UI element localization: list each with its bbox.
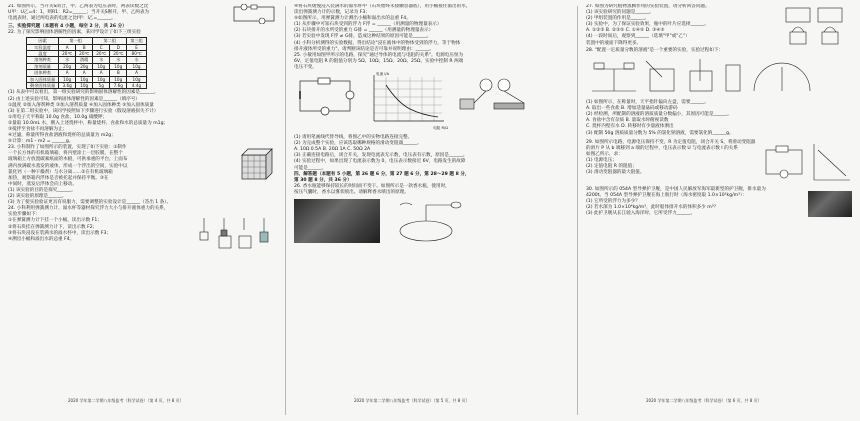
q23-block [8, 145, 276, 188]
q22-options: ①温度 ②加入溶剂种类 ③加入溶剂质量 ④加入固体种类 ⑤加入固体质量 [8, 102, 154, 108]
table-cell: A [59, 44, 76, 50]
q27-part-1: (1) 该实验研究的问题是______。 [586, 10, 654, 16]
table-cell: 因素 [27, 38, 59, 44]
q23-line: 氯化钙（一种干燥剂）与水分离......②在有机玻璃箱 [8, 169, 113, 175]
table-cell: 10g [59, 76, 76, 82]
table-cell: 实验温度 [27, 44, 59, 50]
frigate-photo [808, 191, 852, 217]
q21-line-3: 电流表时，通过两电表的电流之比I甲：I乙=______。 [8, 16, 116, 22]
q30-line: 4200t。当 054A 型导弹护卫舰在海上航行时（海水密度取 1.0×10³kg/m³）： [586, 192, 747, 198]
q27-part-3: (3) 实验中，为了保证实验效果，瓶中的叶片应选择______。 [586, 22, 709, 28]
table-cell: 20℃ [110, 51, 127, 57]
table-cell: 温度 [27, 51, 59, 57]
q25-real-circuit-figure [454, 73, 534, 119]
table-cell: 水 [59, 57, 76, 63]
q30-block [586, 187, 852, 217]
q24-part-2: (2) 石块排开的水所受的重力 G排 = ______（用测量的物理量表示） [294, 28, 434, 34]
q25-intro-2: 6V，定值电阻 R 的阻值分别为 5Ω、10Ω、15Ω、20Ω、25Ω，实验中控制 R 两端 [294, 58, 464, 64]
q29-line: 的滑片 P 从 b 端移到 a 端的过程中，电压表示数 U 与电流表示数 I 的关系 [586, 145, 738, 151]
table-cell: 水 [93, 57, 110, 63]
q23-glass-box-figure [236, 145, 276, 185]
table-cell: B [76, 44, 93, 50]
page-column-3 [586, 4, 852, 407]
q25-circuit-figure [294, 73, 356, 119]
q24-part-3: (3) 若实验中发现 F浮 ≠ G排，造成这种结果的原因可能是______。 [294, 34, 432, 40]
q24-intro: 24. 小科利用弹簧测力计、溢水杯等器材探究浮力大小与排开液体重力的关系， [8, 206, 169, 212]
q26-figures [294, 199, 568, 243]
q23-part-1: (1) 该实验的目的是探究______。 [8, 187, 76, 193]
q29-part-1: (1) 电源电压； [586, 157, 617, 163]
q24-part-4: (4) 小科分析测得的实验数据，得出结论"浸在液体中的物体受到的浮力，等于物体 [294, 40, 461, 46]
table-cell: 第一组 [59, 38, 93, 44]
q24-part-4b: 排开液体所受的重力"。请判断该结论是否可靠并说明理由：______。 [294, 46, 434, 52]
table-cell: 10g [93, 76, 110, 82]
q21-block [8, 4, 276, 24]
q23-line: 玻璃箱上方放置碳素纸面的木板，可供承重的平台，上面布 [8, 157, 128, 163]
q24-step: ①在弹簧测力计下挂一个小桶，读出示数 F1； [8, 218, 102, 224]
q30-part-2: (2) 若水深为 1.0×10⁴kg/m³，此时船体排开水的体积多少 m³？ [586, 204, 719, 210]
q22-table [26, 37, 147, 89]
table-cell: A [127, 70, 147, 76]
q24-intro-2: 实验步骤如下： [8, 212, 41, 218]
table-cell: 4.4g [127, 83, 147, 89]
q27-line: 27. 如图为研究植物蒸腾作用的实验装置，请分析回答问题。 [586, 4, 710, 9]
table-cell: A [93, 70, 110, 76]
table-cell: 固体种类 [27, 70, 59, 76]
q28-part-3: (3) 配制 50g 溶质质量分数为 5% 的氯化钠溶液，需要氯化钠______g。 [586, 130, 734, 136]
q23-line: 一个长方体的有机玻璃箱，将内壁涂上一层胶膜，在整个 [8, 151, 123, 157]
perfume-diagram [386, 199, 466, 243]
q22-step-3: ③搅拌至食盐不再溶解为止； [8, 127, 68, 132]
q22-step-5: ⑤计算：m1 - m2 = ______g。 [8, 139, 74, 145]
q24-block [8, 218, 276, 252]
table-cell: 第三组 [127, 38, 147, 44]
q30-part-1: (1) 它所受的浮力为多少？ [586, 198, 640, 204]
table-cell: 3.6g [59, 83, 76, 89]
q25-graph [362, 73, 448, 133]
q28-part-1: (1) 如图所示，在称量时，天平指针偏向左盘，需要______。 [586, 100, 709, 106]
table-cell: 10g [127, 76, 147, 82]
table-cell: 溶剂质量 [27, 63, 59, 69]
q25-intro-3: 电压不变。 [294, 64, 317, 70]
q30-line: 30. 如图所示的 054A 型导弹护卫舰，是中国人民解放军海军最新型的护卫舰，排水量为 [586, 186, 766, 192]
q25-part-2: (2) 为完成整个实验，应该选取哪种规格的滑动变阻器______。 [294, 141, 422, 147]
table-cell: 水 [110, 57, 127, 63]
table-cell: 10g [76, 83, 93, 89]
q22-part-1: (1) 从表中可以看出，第一组实验研究的影响固体溶解性的因素是______。 [8, 90, 159, 96]
q27-part-2: (2) 甲组装置的作用是______。 [586, 16, 650, 22]
table-row [27, 83, 147, 89]
q29-part-2: (2) 定值电阻 R 的阻值； [586, 164, 637, 170]
q24-line: 读出弹簧测力计的示数，记录为 F3； [294, 10, 370, 16]
perfume-photo [294, 199, 380, 243]
table-cell: A [76, 70, 93, 76]
q23-part-3: (3) 为了使实验验证更具有说服力，需要调整的实验设计是______（答出 1 条）。 [8, 200, 172, 206]
table-cell: 20g [76, 63, 93, 69]
q25-options: A. 10Ω 0.5A B. 20Ω 1A C. 50Ω 2A [294, 147, 371, 153]
table-cell: 20℃ [59, 51, 76, 57]
table-cell: 加入固体质量 [27, 76, 59, 82]
graph-x-label: 电阻 R/Ω [433, 125, 448, 130]
q24-step: ②将石块挂在弹簧测力计下，读出示数 F2； [8, 224, 98, 230]
q27-plant-figure [782, 4, 852, 48]
table-cell: 80℃ [127, 51, 147, 57]
q25-part-3: (3) 正确连接电路后，闭合开关，发现电流表无示数，电压表有示数，原因是______。 [294, 153, 468, 159]
graph-y-label: 电流 I/A [376, 72, 390, 77]
column-divider [577, 6, 578, 415]
q27-part-4: (4) 一段时间后，观察到______（选填"甲"或"乙"） [586, 34, 690, 40]
q21-line-2: U甲：U乙=4：1，则R1：R2=______；当开关S断开，甲、乙两表为 [8, 10, 150, 16]
column-divider [285, 6, 286, 415]
q24-part-1: (1) 从步骤中可知石块受到的浮力 F浮 = ______（用测量的物理量表示） [294, 22, 442, 28]
table-cell: 酒精 [76, 57, 93, 63]
q25-intro: 25. 小敏用如图甲所示的电路，探究"通过导体的电流与电阻的关系"。电源电压恒为 [294, 52, 464, 58]
table-cell: B [110, 70, 127, 76]
q22-step-1: ①用电子天平称取 10.0g 食盐、10.0g 硝酸钾； [8, 114, 108, 120]
table-cell: 10g [110, 76, 127, 82]
page-footer: 2020 学年第二学期八年级监考（科学试卷）（第 6 页，共 8 页） [646, 397, 762, 403]
section-4-heading-2: 第 30 题 8 分，共 36 分） [294, 177, 352, 183]
q28-options: A. 取出一些食盐 B. 增加适量砝码或移动游码 [586, 106, 678, 112]
q22-part-2: (2) 由上述实验可知，影响固体溶解性的因素是______（填序号） [8, 96, 141, 102]
table-cell: D [110, 44, 127, 50]
q29-part-3: (3) 滑动变阻器的最大阻值。 [586, 170, 645, 176]
q24-step: ④测出小桶和溢出水的总重 F4。 [8, 236, 75, 242]
table-cell: 20℃ [93, 51, 110, 57]
q22-intro: 22. 为了探究影响固体溶解性的因素，某同学设计了如下三组实验 [8, 30, 141, 36]
q25-part-1: (1) 请用笔画线代替导线，将图乙中的实物电路连接完整。 [294, 135, 413, 141]
q28-solution-steps-figure [586, 55, 816, 99]
q23-part-2: (2) 该实验的原理是______。 [8, 194, 67, 200]
q26-line-2: 按压气囊时，香水以雾状喷出。请解释香水喷出的原理。 [294, 189, 409, 195]
q23-line: 满内放满碳水蒸发的液体，形成一个浮出的空间，实验中以 [8, 163, 128, 169]
section-3-heading: 三、实验探究题（本题有 4 小题，每空 2 分，共 26 分） [8, 24, 127, 29]
q29-circuit-figure [762, 140, 852, 184]
page-column-2 [294, 4, 568, 407]
q24-spring-scale-figure [196, 218, 276, 252]
page-column-1 [8, 4, 276, 407]
table-cell: 20g [59, 63, 76, 69]
table-cell: 10g [76, 76, 93, 82]
table-cell: 10g [93, 63, 110, 69]
q28-options-2b: C. 烧杯内壁有水 D. 转移时有少量液体洒出 [586, 124, 674, 130]
table-cell: 溶剂种类 [27, 57, 59, 63]
q21-line-1: 21. 如图所示，当开关S闭合，甲、乙两表为电压表时，两表读数之比 [8, 4, 149, 9]
q30-part-3: (3) 此护卫舰从长江驶入海洋时，它所受浮力______。 [586, 211, 696, 217]
table-cell: 10g [127, 63, 147, 69]
q24-line: ④将石块缓慢浸入装满水的溢水杯中（石块始终未接触容器底），用小桶接住溢出的水， [294, 4, 471, 9]
q25-part-4b: 可能是______。 [294, 165, 327, 171]
table-cell: 5g [93, 83, 110, 89]
q24-step: ③将石块浸没在装满水的溢水杯中，读出示数 F3； [8, 230, 112, 236]
q22-step-4: ④过滤，称量所得食盐溶液和烧杯的总质量为 m2g； [8, 133, 116, 139]
q28-intro: 28. "配置一定质量分数的溶液"是一个重要的实验，实验过程如下： [586, 48, 724, 53]
table-cell: 7.6g [110, 83, 127, 89]
q28-options-2a: A. 食盐中含有杂质 B. 量取水时俯视读数 [586, 118, 669, 124]
q23-line: 中间时，蒸发后浮体会向上移动。 [8, 181, 77, 187]
q29-line: 如图乙所示，求： [586, 151, 623, 157]
q27-part-4b: 装置中的液面下降得更多。 [586, 40, 642, 46]
q28-part-2: (2) 经检测，所配制的溶液的溶质质量分数偏小，其原因可能是______。 [586, 112, 732, 118]
table-cell: 20℃ [76, 51, 93, 57]
q23-line: 23. 小科制作了如图所示的装置，实现了如下实验：①制作 [8, 145, 127, 151]
table-cell: E [127, 44, 147, 50]
q24-line: ⑤如图所示，用弹簧测力计测出小桶和溢出水的总重 F4。 [294, 16, 411, 22]
q21-circuit-figure [232, 4, 276, 24]
page-footer: 2020 学年第二学期八年级监考（科学试卷）（第 4 页，共 8 页） [68, 397, 184, 403]
q29-block [586, 140, 852, 184]
q29-line: 29. 如图所示电路，电源电压保持不变，R 为定值电阻，闭合开关 S，将滑动变阻器 [586, 139, 756, 145]
section-4-heading: 四、解答题（本题有 5 小题，第 26 题 6 分，第 27 题 6 分，第 28～29 题 8 分， [294, 171, 470, 177]
table-cell: 剩余固体质量 [27, 83, 59, 89]
q22-step-2: ②量取 10.0mL 水，倒入上述烧杯中，称量烧杯、食盐和水的总质量为 m1g； [8, 120, 169, 126]
q27-block [586, 4, 852, 48]
q23-line: 加热，观察箱内浮体是否被托起并保持平衡。③在 [8, 175, 109, 181]
page-footer: 2020 学年第二学期八年级监考（科学试卷）（第 5 页，共 8 页） [354, 397, 470, 403]
table-cell: A [59, 70, 76, 76]
table-cell: C [93, 44, 110, 50]
q25-figures [294, 73, 568, 133]
table-cell: 第二组 [93, 38, 127, 44]
table-cell: 水 [127, 57, 147, 63]
q22-part-3: (3) 在第二组实验中，该同学按照如下步骤进行实验（假设溶液损失不计） [8, 108, 159, 114]
q25-part-4: (4) 实验过程中，如果出现了电流表示数为 0，电压表示数接近 6V，电路发生的故障 [294, 159, 466, 165]
q27-options: A. ①②③ B. ②③⑤ C. ①④⑤ D. ③④⑤ [586, 28, 665, 34]
q26-line-1: 26. 香水瓶能够保持较长的时间而不变干。如图所示是一款香水瓶，使用时， [294, 183, 450, 189]
table-cell: 10g [110, 63, 127, 69]
